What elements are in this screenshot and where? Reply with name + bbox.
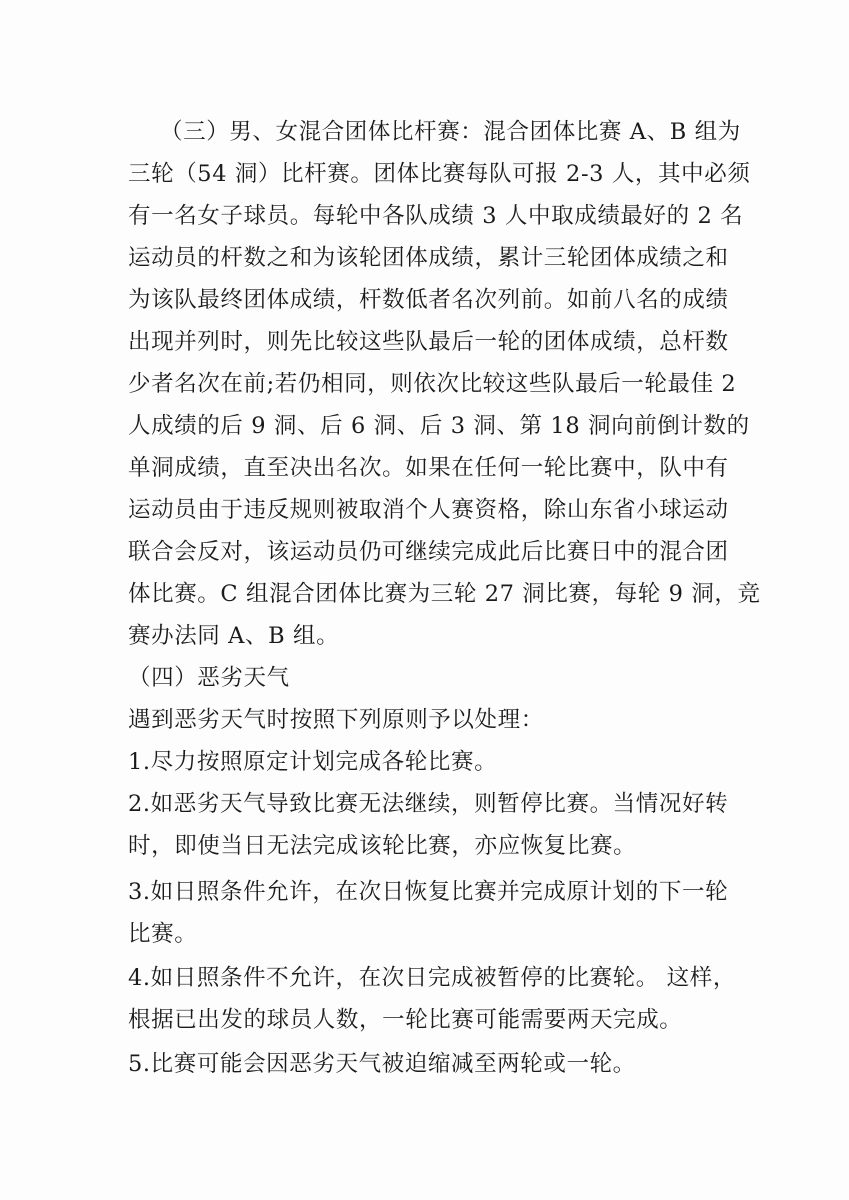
section4-item-4-line-2: 根据已出发的球员人数，一轮比赛可能需要两天完成。 xyxy=(128,1007,683,1033)
section4-item-3-line-1: 3.如日照条件允许，在次日恢复比赛并完成原计划的下一轮 xyxy=(128,879,729,905)
section3-line-13: 赛办法同 A、B 组。 xyxy=(128,623,340,649)
section4-item-4-line-1: 4.如日照条件不允许，在次日完成被暂停的比赛轮。 这样， xyxy=(128,965,736,991)
section4-item-1: 1.尽力按照原定计划完成各轮比赛。 xyxy=(128,749,498,775)
section3-line-5: 为该队最终团体成绩，杆数低者名次列前。如前八名的成绩 xyxy=(128,287,729,313)
section3-line-8: 人成绩的后 9 洞、后 6 洞、后 3 洞、第 18 洞向前倒计数的 xyxy=(128,413,750,439)
section4-intro: 遇到恶劣天气时按照下列原则予以处理： xyxy=(128,707,544,733)
section3-line-1: （三）男、女混合团体比杆赛：混合团体比赛 A、B 组为 xyxy=(160,119,741,145)
section3-line-2: 三轮（54 洞）比杆赛。团体比赛每队可报 2-3 人，其中必须 xyxy=(128,161,751,187)
section3-line-11: 联合会反对，该运动员仍可继续完成此后比赛日中的混合团 xyxy=(128,539,729,565)
section4-heading: （四）恶劣天气 xyxy=(128,665,290,691)
section3-line-9: 单洞成绩，直至决出名次。如果在任何一轮比赛中，队中有 xyxy=(128,455,729,481)
section4-item-3-line-2: 比赛。 xyxy=(128,921,198,947)
section3-line-6: 出现并列时，则先比较这些队最后一轮的团体成绩，总杆数 xyxy=(128,329,729,355)
section3-line-7: 少者名次在前;若仍相同，则依次比较这些队最后一轮最佳 2 xyxy=(128,371,737,397)
section3-line-4: 运动员的杆数之和为该轮团体成绩，累计三轮团体成绩之和 xyxy=(128,245,729,271)
section3-line-10: 运动员由于违反规则被取消个人赛资格，除山东省小球运动 xyxy=(128,497,729,523)
section4-item-2-line-2: 时，即使当日无法完成该轮比赛，亦应恢复比赛。 xyxy=(128,833,637,859)
section4-item-2-line-1: 2.如恶劣天气导致比赛无法继续，则暂停比赛。当情况好转 xyxy=(128,791,729,817)
section3-line-3: 有一名女子球员。每轮中各队成绩 3 人中取成绩最好的 2 名 xyxy=(128,203,744,229)
section3-line-12: 体比赛。C 组混合团体比赛为三轮 27 洞比赛，每轮 9 洞，竞 xyxy=(128,581,761,607)
section4-item-5: 5.比赛可能会因恶劣天气被迫缩减至两轮或一轮。 xyxy=(128,1051,636,1077)
